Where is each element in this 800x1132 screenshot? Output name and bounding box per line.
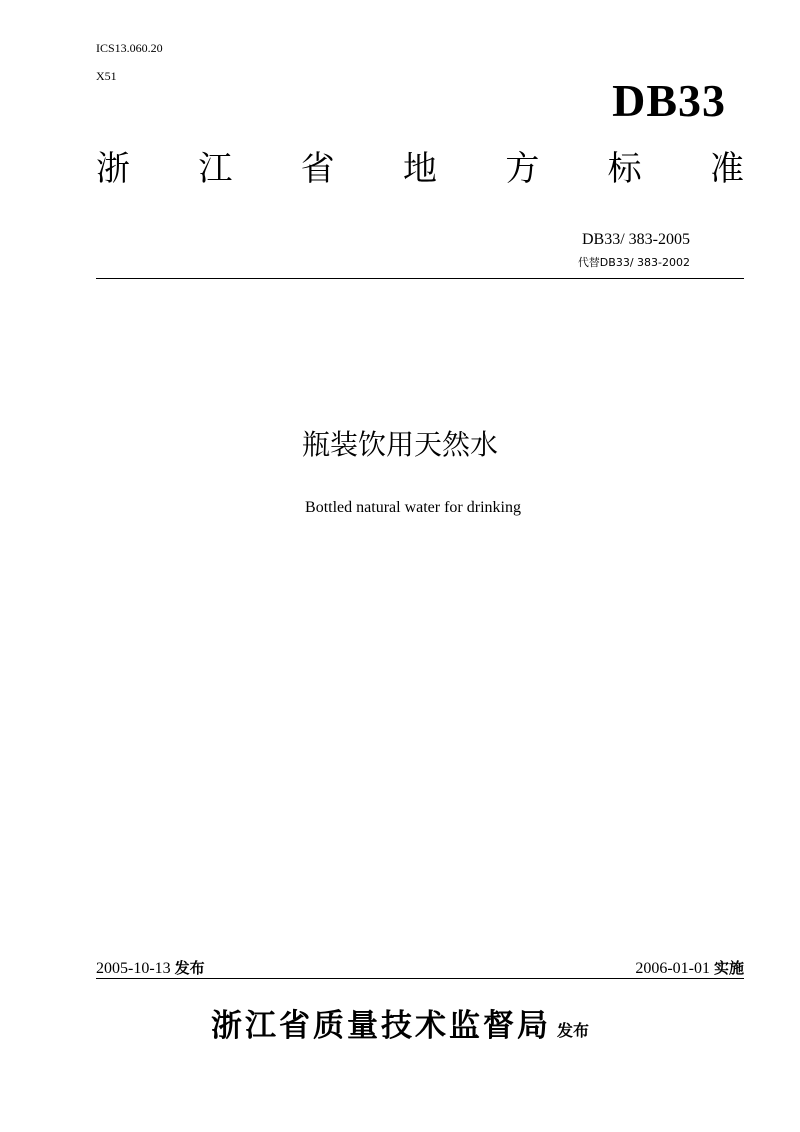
publish-date-line	[96, 958, 205, 979]
footer-divider	[96, 978, 744, 979]
standard-type-char: 浙	[96, 149, 130, 189]
publish-date: 2005-10-13	[96, 960, 171, 977]
issuing-authority	[0, 1004, 800, 1053]
standard-type-char: 准	[709, 149, 744, 189]
header-divider	[96, 278, 744, 279]
classification-code: X51	[96, 69, 117, 83]
standard-type-char: 省	[300, 149, 335, 189]
standard-type-char: 地	[402, 149, 437, 189]
publish-label: 发布	[174, 959, 205, 977]
issuer-suffix: 发布	[556, 1021, 589, 1040]
implement-date: 2006-01-01	[635, 960, 710, 977]
implement-label: 实施	[713, 959, 744, 977]
standard-type-char: 江	[198, 149, 233, 189]
ics-code: ICS13.060.20	[96, 41, 163, 55]
document-title: 瓶装饮用天然水	[301, 428, 498, 461]
issuer-name: 浙江省质量技术监督局	[210, 1008, 551, 1044]
standard-type-title	[96, 148, 744, 190]
document-title-english: Bottled natural water for drinking	[305, 499, 521, 516]
implement-date-line	[635, 958, 744, 979]
standard-code-mark: DB33	[612, 75, 726, 126]
standard-number: DB33/ 383-2005	[582, 231, 690, 248]
replaced-standard: 代替DB33/ 383-2002	[577, 256, 690, 269]
standard-type-char: 方	[505, 149, 540, 189]
standard-type-char: 标	[607, 149, 642, 189]
